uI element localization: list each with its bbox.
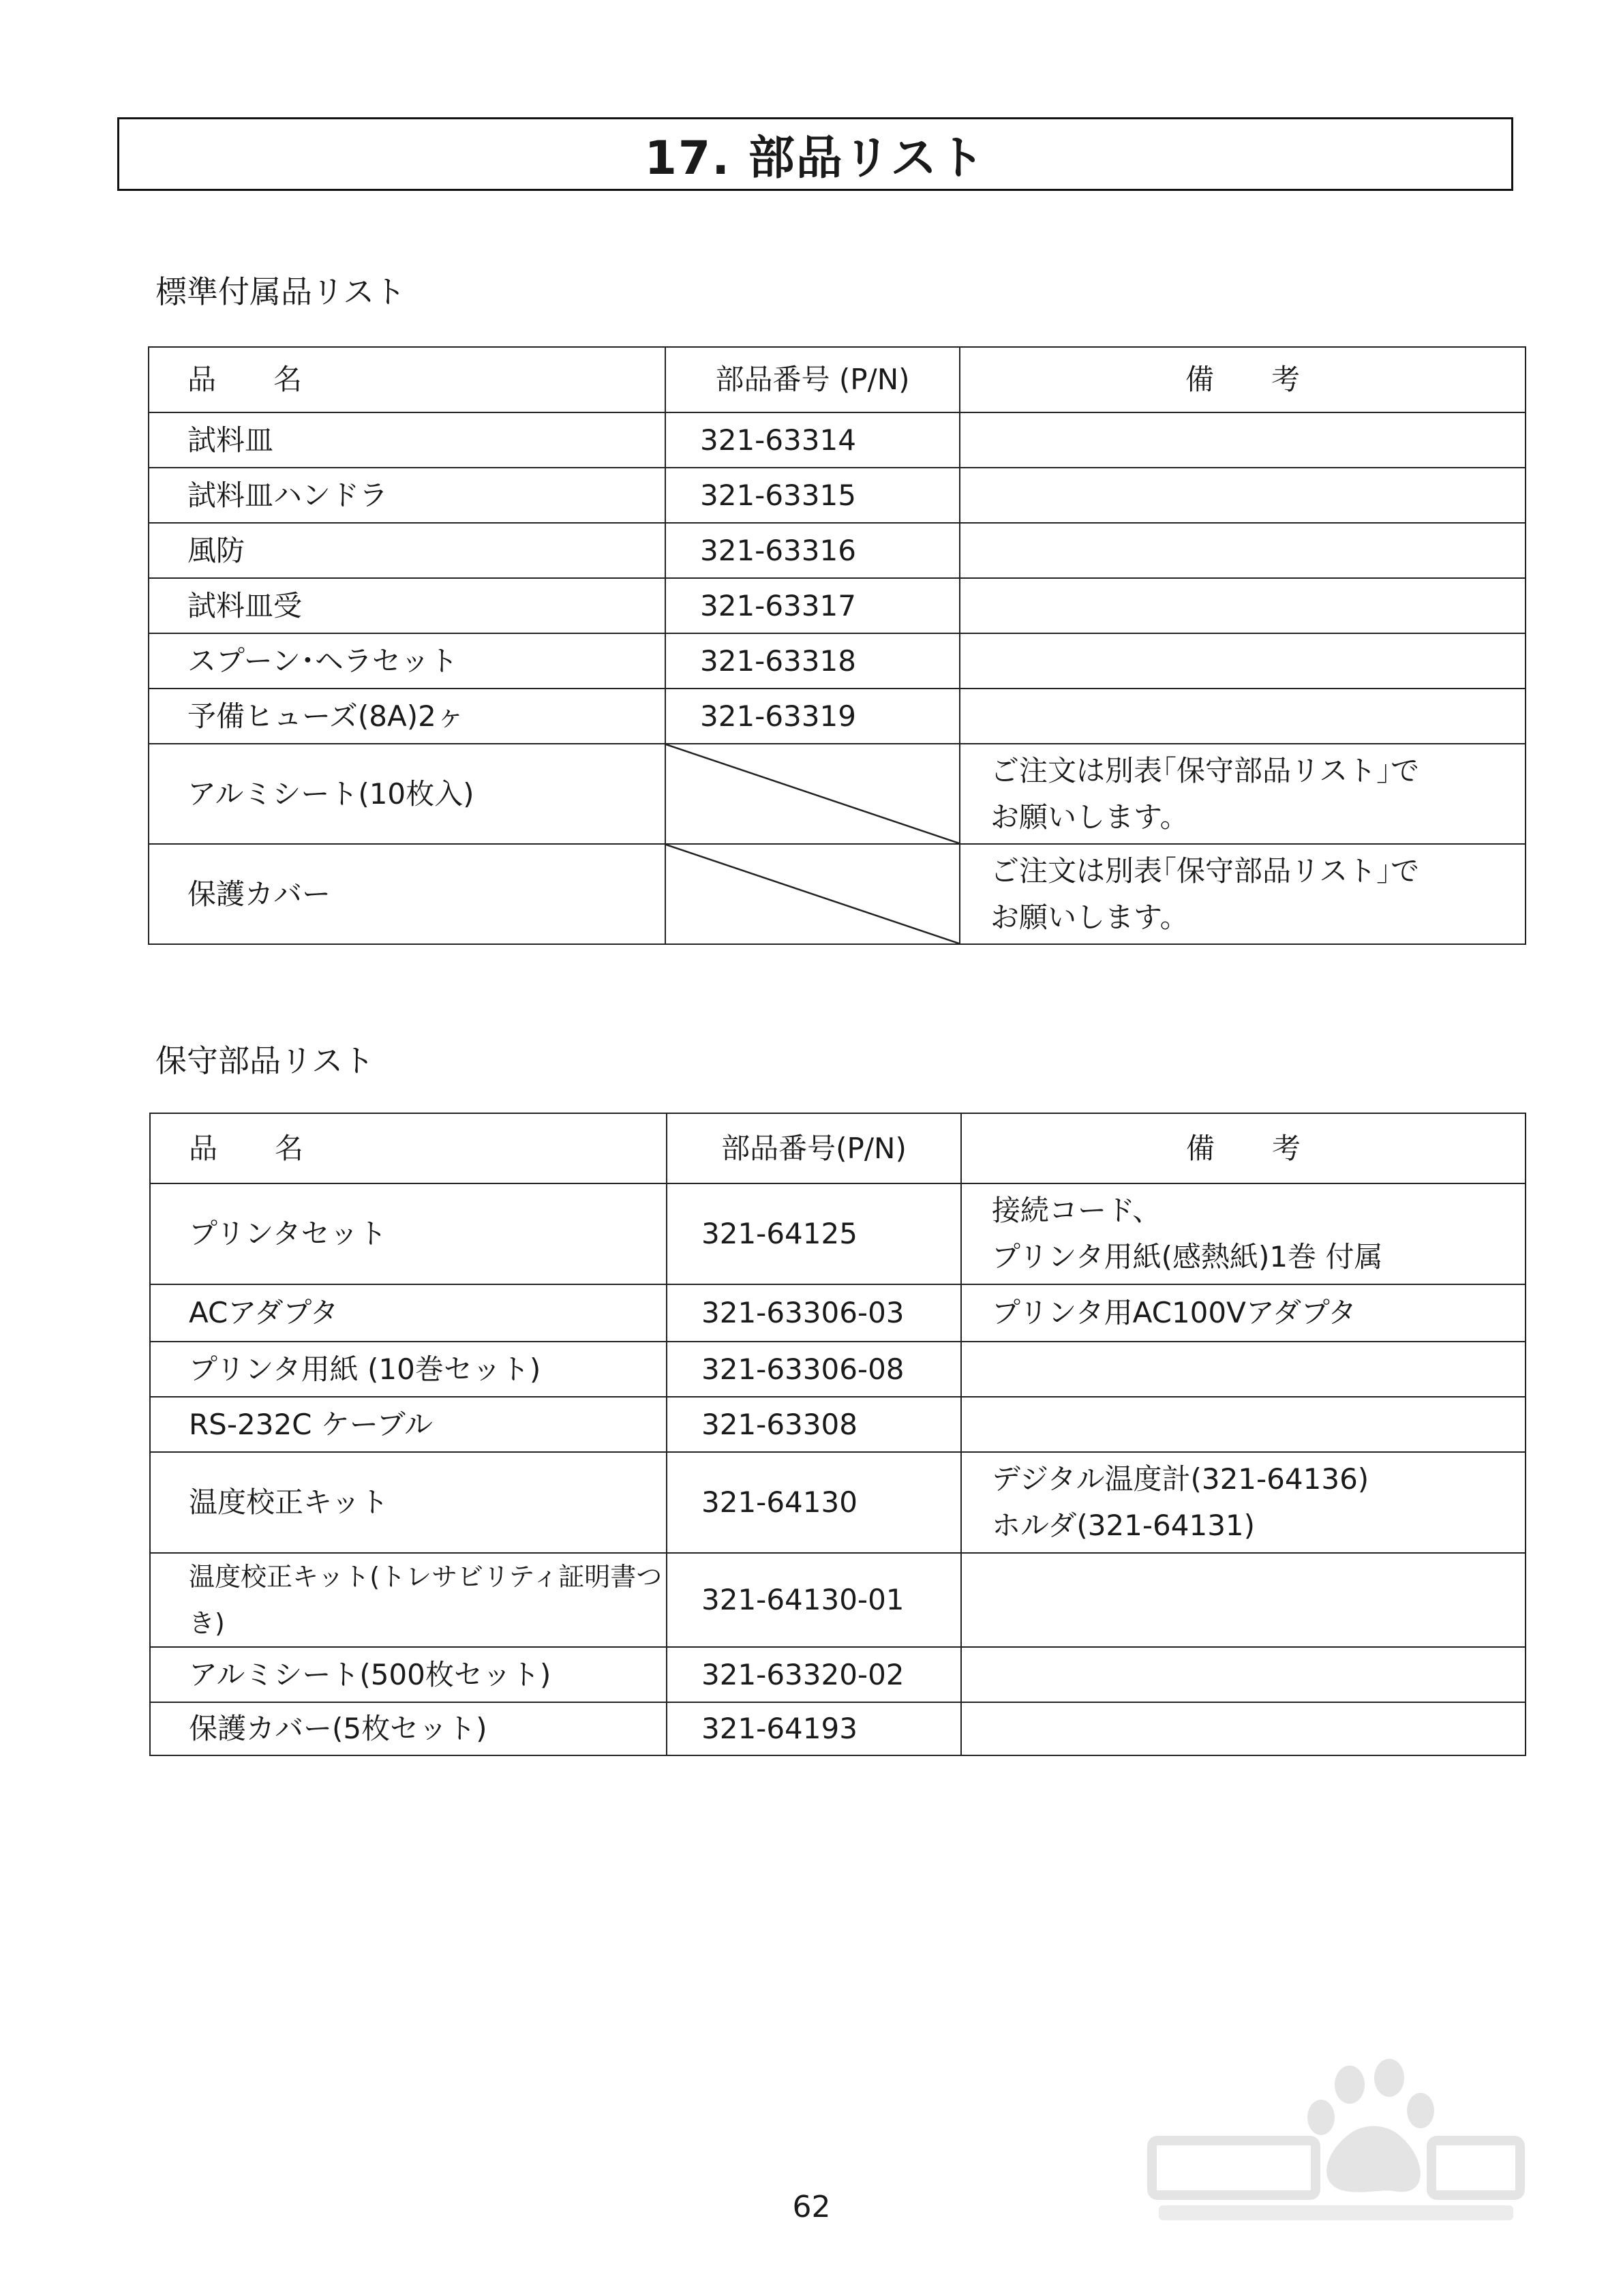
part-number: 321-63306-03 — [667, 1284, 961, 1342]
part-number-not-applicable — [665, 844, 960, 944]
part-name: プリンタセット — [150, 1183, 667, 1284]
part-name: アルミシート(10枚入) — [149, 744, 665, 844]
part-number: 321-63317 — [665, 578, 960, 633]
part-note — [961, 1647, 1526, 1702]
table-row — [149, 744, 1526, 844]
header-note: 備 考 — [960, 347, 1526, 412]
part-name: 温度校正キット — [150, 1452, 667, 1553]
baidu-jingyan-watermark-icon — [1145, 2052, 1527, 2229]
part-note — [961, 1397, 1526, 1452]
note-line-2: お願いします。 — [990, 900, 1189, 934]
part-name: 試料皿 — [149, 412, 665, 468]
table-row — [149, 633, 1526, 689]
part-number: 321-63308 — [667, 1397, 961, 1452]
page-title-box — [117, 117, 1513, 191]
part-name: 予備ヒューズ(8A)2ヶ — [149, 689, 665, 744]
table-row — [150, 1702, 1526, 1755]
part-number: 321-63318 — [665, 633, 960, 689]
table-row — [150, 1342, 1526, 1397]
note-line-1: ご注文は別表｢保守部品リスト｣で — [990, 753, 1420, 787]
part-number: 321-64125 — [667, 1183, 961, 1284]
part-note — [960, 412, 1526, 468]
table-row — [150, 1397, 1526, 1452]
maintenance-parts-table — [149, 1113, 1526, 1756]
part-name: 試料皿受 — [149, 578, 665, 633]
note-line-2: お願いします。 — [990, 800, 1189, 834]
table-row — [150, 1452, 1526, 1553]
maintenance-parts-heading: 保守部品リスト — [155, 1042, 375, 1079]
header-pn: 部品番号 (P/N) — [665, 347, 960, 412]
table-header-row — [150, 1113, 1526, 1183]
part-number: 321-63316 — [665, 523, 960, 578]
table-row — [149, 412, 1526, 468]
table-row — [149, 844, 1526, 944]
part-name: RS-232C ケーブル — [150, 1397, 667, 1452]
part-number: 321-64193 — [667, 1702, 961, 1755]
part-name: 温度校正キット(トレサビリティ証明書つき) — [150, 1553, 667, 1647]
part-name: 保護カバー(5枚セット) — [150, 1702, 667, 1755]
table-row — [150, 1553, 1526, 1647]
table-row — [149, 523, 1526, 578]
part-number: 321-63315 — [665, 468, 960, 523]
table-row — [150, 1183, 1526, 1284]
note-line-1: デジタル温度計(321-64136) — [992, 1462, 1369, 1496]
part-note — [960, 633, 1526, 689]
part-name: プリンタ用紙 (10巻セット) — [150, 1342, 667, 1397]
part-name: 風防 — [149, 523, 665, 578]
table-row — [149, 578, 1526, 633]
part-note — [960, 578, 1526, 633]
part-number: 321-64130-01 — [667, 1553, 961, 1647]
part-note — [960, 523, 1526, 578]
part-note — [960, 844, 1526, 944]
part-number: 321-63320-02 — [667, 1647, 961, 1702]
note-line-1: 接続コード、 — [992, 1194, 1162, 1227]
part-note — [960, 689, 1526, 744]
header-note: 備 考 — [961, 1113, 1526, 1183]
table-row — [149, 689, 1526, 744]
part-note: プリンタ用AC100Vアダプタ — [961, 1284, 1526, 1342]
part-note — [961, 1342, 1526, 1397]
part-note — [960, 468, 1526, 523]
note-line-1: ご注文は別表｢保守部品リスト｣で — [990, 854, 1420, 888]
page-number: 62 — [792, 2190, 831, 2224]
standard-accessories-table — [148, 346, 1526, 945]
part-note — [961, 1553, 1526, 1647]
part-name: 試料皿ハンドラ — [149, 468, 665, 523]
table-row — [149, 468, 1526, 523]
part-number: 321-64130 — [667, 1452, 961, 1553]
note-line-2: ホルダ(321-64131) — [992, 1509, 1256, 1542]
part-number: 321-63319 — [665, 689, 960, 744]
table-row — [150, 1284, 1526, 1342]
header-name: 品 名 — [149, 347, 665, 412]
part-note — [961, 1702, 1526, 1755]
part-note — [960, 744, 1526, 844]
part-number-not-applicable — [665, 744, 960, 844]
part-number: 321-63306-08 — [667, 1342, 961, 1397]
header-pn: 部品番号(P/N) — [667, 1113, 961, 1183]
table-row — [150, 1647, 1526, 1702]
part-name: 保護カバー — [149, 844, 665, 944]
page-title: 17. 部品リスト — [644, 131, 986, 185]
note-line-2: プリンタ用紙(感熱紙)1巻 付属 — [992, 1240, 1383, 1273]
part-name: スプーン･ヘラセット — [149, 633, 665, 689]
part-note — [961, 1183, 1526, 1284]
standard-accessories-heading: 標準付属品リスト — [155, 273, 406, 310]
table-header-row — [149, 347, 1526, 412]
part-name: ACアダプタ — [150, 1284, 667, 1342]
part-note — [961, 1452, 1526, 1553]
header-name: 品 名 — [150, 1113, 667, 1183]
part-number: 321-63314 — [665, 412, 960, 468]
part-name: アルミシート(500枚セット) — [150, 1647, 667, 1702]
